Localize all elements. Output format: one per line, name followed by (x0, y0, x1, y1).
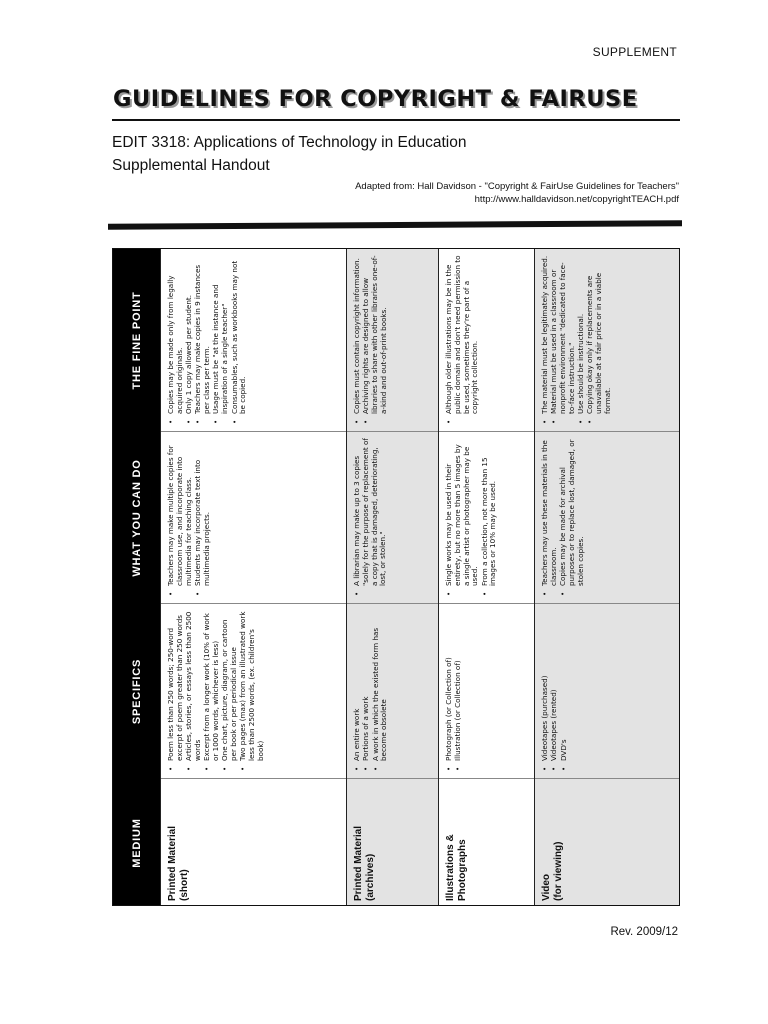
specifics-cell (161, 604, 346, 779)
list-item: • Excerpt from a longer work (10% of work or 1000 words, whichever is less) (203, 610, 221, 761)
header-medium: MEDIUM (130, 818, 143, 868)
table-header (113, 249, 160, 906)
supplement-label: SUPPLEMENT (592, 45, 677, 59)
table-row-printed-short (160, 249, 346, 906)
list-item: • Videotapes (rented) (550, 610, 559, 761)
guidelines-table (112, 248, 680, 906)
medium-subtitle: (archives) (365, 853, 376, 901)
medium-cell (439, 779, 534, 906)
table-row-illustrations (438, 249, 534, 906)
fine-point-cell (347, 249, 438, 432)
list-item: • The material must be legitimately acquired. (541, 255, 550, 414)
list-item: • Use should be instructional. (577, 255, 586, 414)
list-item: • Copies may be made for archival purposes or to replace lost, damaged, or stolen copies. (559, 438, 585, 586)
list-item: • A work in which the existed form has become obsolete (372, 610, 390, 761)
medium-subtitle: Photographs (457, 839, 468, 901)
header-what-you-can-do: WHAT YOU CAN DO (130, 459, 143, 577)
can-do-cell (439, 432, 534, 604)
list-item: • Consumables, such as workbooks may not be copied. (231, 255, 249, 414)
title-rule (112, 119, 680, 121)
list-item: • Although older illustrations may be in the public domain and don't need permission to be used, sometimes they're part of a copyright collection. (445, 255, 480, 414)
list-item: • Illustration (or Collection of) (454, 610, 463, 761)
medium-cell (161, 779, 346, 906)
specifics-cell (535, 604, 680, 779)
medium-title: Illustrations & (445, 834, 456, 901)
revision-label: Rev. 2009/12 (610, 926, 678, 938)
list-item: • Teachers may make copies in 9 instances per class per term. (194, 255, 212, 414)
list-item: • Copying okay only if replacements are unavailable at a fair price or in a viable format. (586, 255, 612, 414)
list-item: • Copies must contain copyright information. (353, 255, 362, 414)
list-item: • Videotapes (purchased) (541, 610, 550, 761)
list-item: • Teachers may make multiple copies for classroom use, and incorporate into multimedia for teaching class. (167, 438, 193, 586)
list-item: • Students may incorporate text into multimedia projects. (194, 438, 212, 586)
list-item: • DVD's (560, 610, 569, 761)
specifics-cell (439, 604, 534, 779)
list-item: • Photograph (or Collection of) (445, 610, 454, 761)
can-do-cell (161, 432, 346, 604)
handout-line: Supplemental Handout (112, 157, 270, 174)
course-line: EDIT 3318: Applications of Technology in Education (112, 134, 467, 151)
medium-subtitle: (short) (179, 869, 190, 901)
medium-cell (535, 779, 680, 906)
header-divider (108, 220, 682, 230)
list-item: • Poem less than 250 words; 250-word excerpt of poem greater than 250 words (167, 610, 185, 761)
medium-cell (347, 779, 438, 906)
list-item: • A librarian may make up to 3 copies "solely for the purpose of replacement of a copy that is damaged, deteriorating, lost, or stolen." (353, 438, 388, 586)
list-item: • Archiving rights are designed to allow libraries to share with other libraries one-of-a-kind and out-of-print books. (362, 255, 388, 414)
header-fine-point: THE FINE POINT (130, 291, 143, 390)
table-row-printed-archives (346, 249, 438, 906)
can-do-cell (535, 432, 680, 604)
medium-title: Printed Material (167, 825, 178, 901)
list-item: • Two pages (max) from an illustrated work less than 2500 words, (ex. children's book) (239, 610, 265, 761)
specifics-cell (347, 604, 438, 779)
page-title: GUIDELINES FOR COPYRIGHT & FAIRUSE (113, 86, 638, 112)
list-item: • Copies may be made only from legally acquired originals. (167, 255, 185, 414)
source-url[interactable]: http://www.halldavidson.net/copyrightTEACH.pdf (474, 194, 679, 205)
list-item: • An entire work (353, 610, 362, 761)
medium-title: Printed Material (353, 825, 364, 901)
list-item: • Articles, stories, or essays less than 2500 words (185, 610, 203, 761)
can-do-cell (347, 432, 438, 604)
list-item: • From a collection, not more than 15 images or 10% may be used. (481, 438, 499, 586)
list-item: • Teachers may use these materials in the classroom. (541, 438, 559, 586)
list-item: • One chart, picture, diagram, or cartoon per book or per periodical issue (221, 610, 239, 761)
list-item: • Single works may be used in their entirety, but no more than 5 images by a single artist or photographer may be used. (445, 438, 480, 586)
adapted-credit: Adapted from: Hall Davidson - "Copyright & FairUse Guidelines for Teachers" (355, 181, 679, 192)
fine-point-cell (535, 249, 680, 432)
fine-point-cell (439, 249, 534, 432)
list-item: • Material must be used in a classroom or nonprofit environment "dedicated to face-to-face instruction." (550, 255, 576, 414)
list-item: • Usage must be "at the instance and inspiration of a single teacher" (212, 255, 230, 414)
fine-point-cell (161, 249, 346, 432)
header-specifics: SPECIFICS (130, 658, 143, 725)
medium-title: Video (541, 873, 552, 901)
table-row-video (534, 249, 680, 906)
rotated-table-body (113, 249, 680, 906)
list-item: • Portions of a work (362, 610, 371, 761)
list-item: • Only 1 copy allowed per student. (185, 255, 194, 414)
medium-subtitle: (for viewing) (553, 841, 564, 901)
